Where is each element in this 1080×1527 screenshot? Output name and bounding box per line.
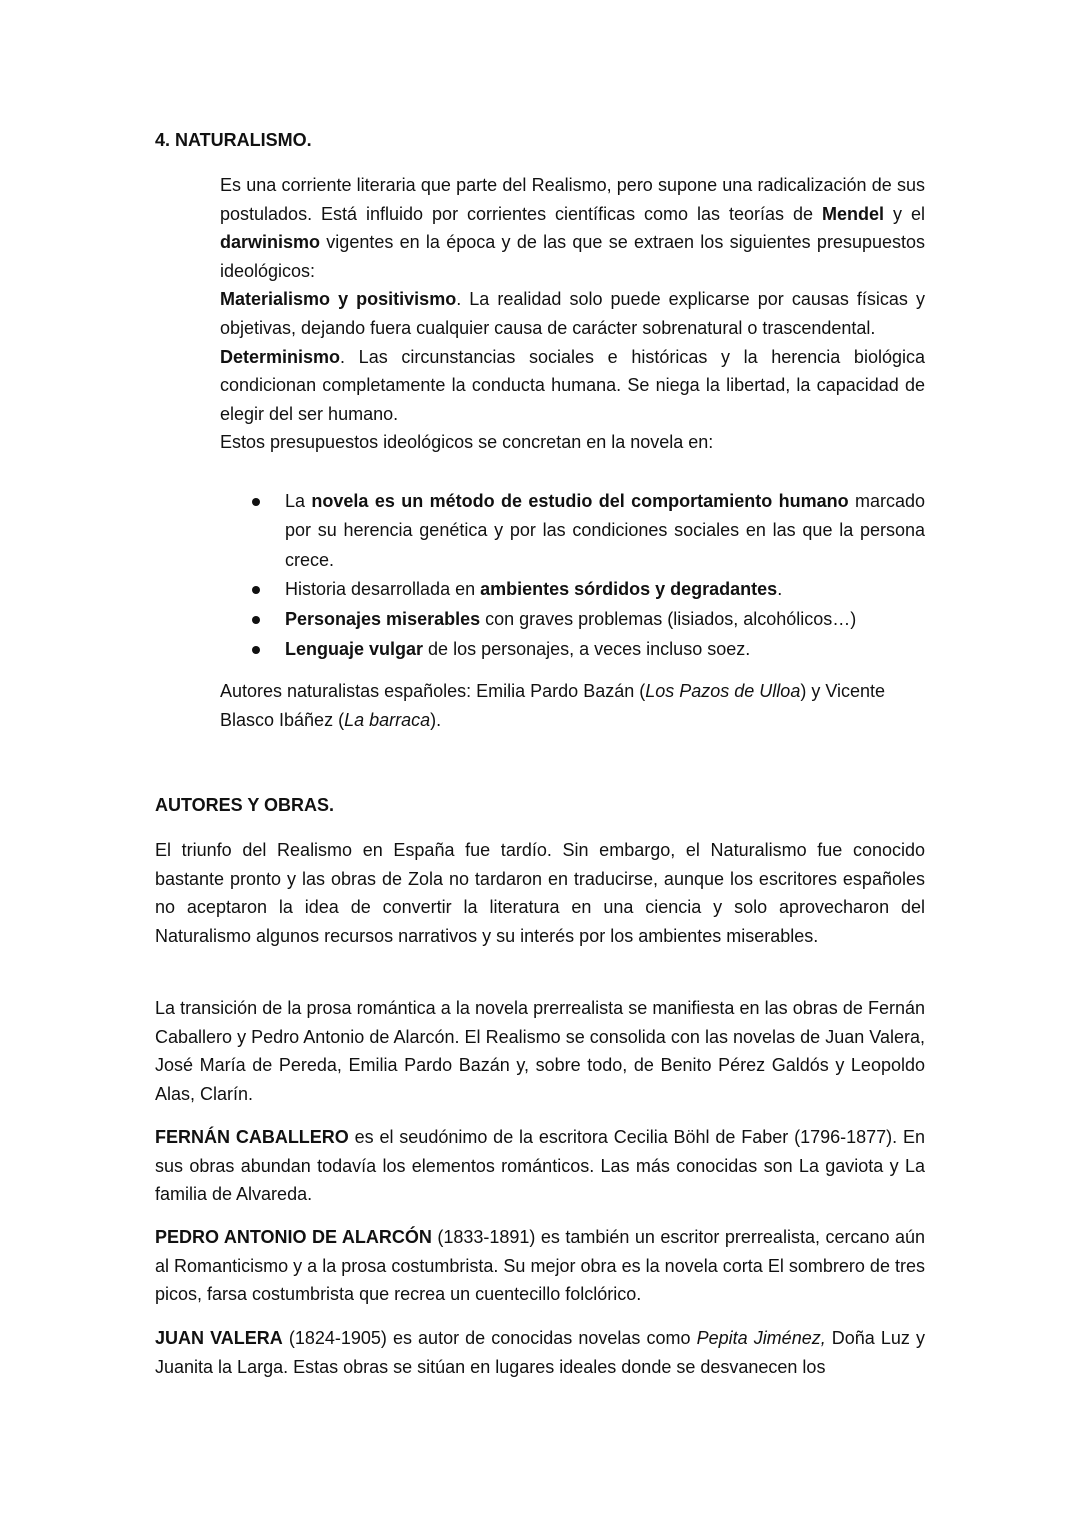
section-heading-naturalismo: 4. NATURALISMO.: [155, 130, 312, 150]
bullet-dot: [252, 586, 260, 594]
triunfo-paragraph: El triunfo del Realismo en España fue tardío. Sin embargo, el Naturalismo fue conocido bastante pronto y las obras de Zola no tardaron en traducirse, aunque los escritores españoles no aceptaron la idea de convertir la literatura en una ciencia y solo aprovecharon del Naturalismo algunos recursos narrativos y su interés por los ambientes miserables.: [155, 840, 925, 946]
bullet-dot: [252, 646, 260, 654]
valera-paragraph: JUAN VALERA (1824-1905) es autor de conocidas novelas como Pepita Jiménez, Doña Luz y Juanita la Larga. Estas obras se sitúan en lugares ideales donde se desvanecen los: [155, 1328, 925, 1377]
determinismo-paragraph: Determinismo. Las circunstancias sociales e históricas y la herencia biológica condicionan completamente la conducta humana. Se niega la libertad, la capacidad de elegir del ser humano.: [220, 346, 925, 424]
transicion-paragraph: La transición de la prosa romántica a la novela prerrealista se manifiesta en las obras de Fernán Caballero y Pedro Antonio de Alarcón. El Realismo se consolida con las novelas de Juan Valera, José María de Pereda, Emilia Pardo Bazán y, sobre todo, de Benito Pérez Galdós y Leopoldo Alas, Clarín.: [155, 998, 925, 1104]
document-page: 4. NATURALISMO. Es una corriente literaria que parte del Realismo, pero supone una radicalización de sus postulados. Está influido por corrientes científicas como las teorías de Mendel y el darwinismo vigentes en la época y de las que se extraen los siguientes presupuestos ideológicos: Materialismo y positivismo. La realidad solo puede explicarse por causas físicas y objetivas, dejando fuera cualquier causa de carácter sobrenatural o trascendental. Determinismo. Las circunstancias sociales e históricas y la herencia biológica condicionan completamente la conducta humana. Se niega la libertad, la capacidad de elegir del ser humano. Estos presupuestos ideológicos se concretan en la novela en: La novela es un método de estudio del comportamiento humano marcado por su herencia genética y por las condiciones sociales en las que la persona crece. Historia desarrollada en ambientes sórdidos y degradantes. Personajes miserables con graves problemas (lisiados, alcohólicos…) Lenguaje vulgar de los personajes, a veces incluso soez. Autores naturalistas españoles: Emilia Pardo Bazán (Los Pazos de Ulloa) y Vicente Blasco Ibáñez (La barraca). AUTORES Y OBRAS. El triunfo del Realismo en España fue tardío. Sin embargo, el Naturalismo fue conocido bastante pronto y las obras de Zola no tardaron en traducirse, aunque los escritores españoles no aceptaron la idea de convertir la literatura en una ciencia y solo aprovecharon del Naturalismo algunos recursos narrativos y su interés por los ambientes miserables. La transición de la prosa romántica a la novela prerrealista se manifiesta en las obras de Fernán Caballero y Pedro Antonio de Alarcón. El Realismo se consolida con las novelas de Juan Valera, José María de Pereda, Emilia Pardo Bazán y, sobre todo, de Benito Pérez Galdós y Leopoldo Alas, Clarín. FERNÁN CABALLERO es el seudónimo de la escritora Cecilia Böhl de Faber (1796-1877). En sus obras abundan todavía los elementos románticos. Las más conocidas son La gaviota y La familia de Alvareda. PEDRO ANTONIO DE ALARCÓN (1833-1891) es también un escritor prerrealista, cercano aún al Romanticismo y a la prosa costumbrista. Su mejor obra es la novela corta El sombrero de tres picos, farsa costumbrista que recrea un cuentecillo folclórico. JUAN VALERA (1824-1905) es autor de conocidas novelas como Pepita Jiménez, Doña Luz y Juanita la Larga. Estas obras se sitúan en lugares ideales donde se desvanecen los: [0, 0, 1080, 1527]
bullet-dot: [252, 498, 260, 506]
bullet-dot: [252, 616, 260, 624]
materialismo-paragraph: Materialismo y positivismo. La realidad solo puede explicarse por causas físicas y objetivas, dejando fuera cualquier causa de carácter sobrenatural o trascendental.: [220, 289, 925, 338]
fernan-caballero-paragraph: FERNÁN CABALLERO es el seudónimo de la escritora Cecilia Böhl de Faber (1796-1877). En sus obras abundan todavía los elementos románticos. Las más conocidas son La gaviota y La familia de Alvareda.: [155, 1127, 925, 1205]
naturalismo-intro: [220, 171, 925, 457]
concretan-paragraph: Estos presupuestos ideológicos se concretan en la novela en:: [220, 432, 714, 453]
section-heading-autores: AUTORES Y OBRAS.: [155, 795, 335, 815]
autores-naturalistas-paragraph: Autores naturalistas españoles: Emilia Pardo Bazán (Los Pazos de Ulloa) y Vicente Blasco Ibáñez (La barraca).: [220, 681, 886, 730]
alarcon-paragraph: PEDRO ANTONIO DE ALARCÓN (1833-1891) es también un escritor prerrealista, cercano aún al Romanticismo y a la prosa costumbrista. Su mejor obra es la novela corta El sombrero de tres picos, farsa costumbrista que recrea un cuentecillo folclórico.: [155, 1227, 926, 1305]
intro-paragraph-1: Es una corriente literaria que parte del Realismo, pero supone una radicalización de sus postulados. Está influido por corrientes científicas como las teorías de Mendel y el darwinismo vigentes en la época y de las que se extraen los siguientes presupuestos ideológicos:: [220, 175, 925, 281]
